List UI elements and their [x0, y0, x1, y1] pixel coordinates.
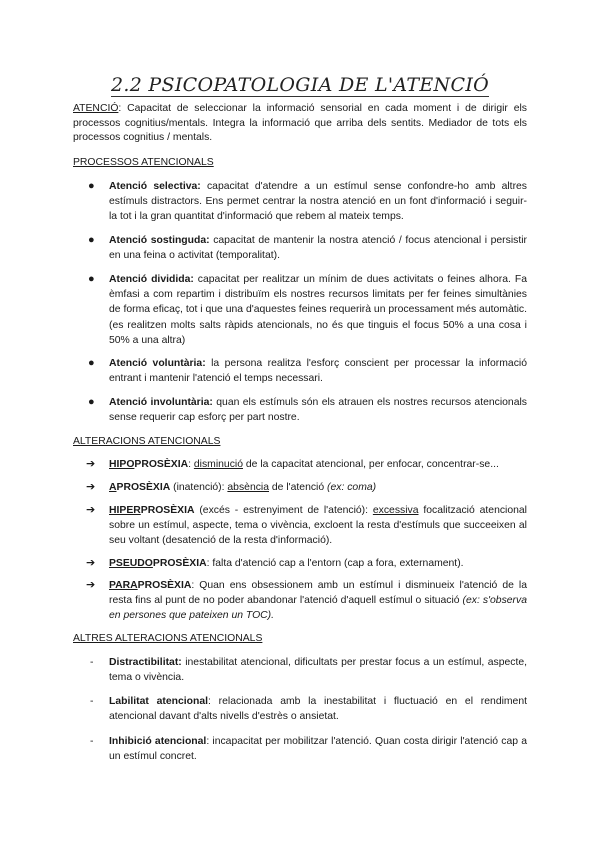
bullet-marker: ●: [88, 357, 95, 369]
section-heading-alteracions: ALTERACIONS ATENCIONALS: [73, 436, 221, 447]
list-item-sostinguda: Atenció sostinguda: capacitat de mantenir la nostra atenció / focus atencional i persistir en una feina o activitat (temporalitat).: [109, 235, 528, 262]
arrow-marker: ➔: [86, 557, 96, 569]
list-item-voluntaria: Atenció voluntària: la persona realitza l'esforç conscient per processar la informació entrant i mantenir l'atenció el temps necessari.: [109, 358, 527, 385]
page-title: 2.2 PSICOPATOLOGIA DE L'ATENCIÓ: [110, 74, 490, 96]
list-item-distractibilitat: Distractibilitat: inestabilitat atencional, dificultats per prestar focus a un estímul, aspecte, tema o vivència.: [109, 657, 527, 684]
list-item-involuntaria: Atenció involuntària: quan els estímuls són els atrauen els nostres recursos atencionals sense requerir cap esforç per part nostre.: [109, 397, 527, 424]
intro-paragraph: [73, 102, 527, 146]
intro-text: : Capacitat de seleccionar la informació sensorial en cada moment i de dirigir els processos cognitius/mentals. Integra la informació que arriba dels sentits. Mediador de tots els processos cognitius / mentals.: [73, 103, 527, 144]
dash-marker: -: [90, 736, 94, 747]
arrow-marker: ➔: [86, 504, 96, 516]
list-item-selectiva: Atenció selectiva: capacitat d'atendre a un estímul sense confondre-ho amb altres estímuls distractors. Ens permet centrar la nostra atenció en un font d'informació i seguir-la tot i la gran quantitat d'informació que rebem al mateix temps.: [109, 181, 528, 223]
dash-marker: -: [90, 657, 94, 668]
list-item-labilitat: Labilitat atencional: relacionada amb la inestabilitat i fluctuació en el rendiment atencional davant d'alts nivells d'estrès o ansietat.: [109, 696, 528, 723]
list-item-aprosexia: APROSÈXIA (inatenció): absència de l'atenció (ex: coma): [109, 482, 377, 493]
list-item-dividida: Atenció dividida: capacitat per realitzar un mínim de dues activitats o feines alhora. Fa èmfasi a com repartim i distribuïm els nostres recursos limitats per fer feines simultànies de forma eficaç, tot i que una d'aquestes feines requerirà un processament més automàtic. (es realitzen molts salts ràpids atencionals, no és que tinguis el focus 50% a una cosa i 50% a una altra): [109, 274, 527, 346]
arrow-marker: ➔: [86, 579, 96, 591]
list-item-pseudoprosexia: PSEUDOPROSÈXIA: falta d'atenció cap a l'entorn (cap a fora, externament).: [109, 558, 464, 569]
bullet-marker: ●: [88, 273, 95, 285]
list-item-inhibicio: Inhibició atencional: incapacitat per mobilitzar l'atenció. Quan costa dirigir l'atenció cap a un estímul concret.: [109, 736, 527, 763]
list-item-hiperprosexia: HIPERPROSÈXIA (excés - estrenyiment de l'atenció): excessiva focalització atencional sobre un estímul, aspecte, tema o vivència, excloent la resta d'estímuls que succeeixen al seu voltant (desatenció de la resta d'informació).: [109, 505, 527, 547]
arrow-marker: ➔: [86, 481, 96, 493]
bullet-marker: ●: [88, 396, 95, 408]
bullet-marker: ●: [88, 234, 95, 246]
dash-marker: -: [90, 696, 94, 707]
list-item-paraprosexia: PARAPROSÈXIA: Quan ens obsessionem amb un estímul i disminueix l'atenció de la resta fins al punt de no poder abandonar l'atenció d'aquell estímul o situació (ex: s'observa en persones que pateixen un TOC).: [109, 580, 527, 622]
section-heading-processos: PROCESSOS ATENCIONALS: [73, 157, 214, 168]
intro-term: ATENCIÓ: [73, 103, 119, 114]
section-heading-altres: ALTRES ALTERACIONS ATENCIONALS: [73, 633, 263, 644]
list-item-hipoprosexia: HIPOPROSÈXIA: disminució de la capacitat atencional, per enfocar, concentrar-se...: [109, 459, 499, 470]
bullet-marker: ●: [88, 180, 95, 192]
arrow-marker: ➔: [86, 458, 96, 470]
